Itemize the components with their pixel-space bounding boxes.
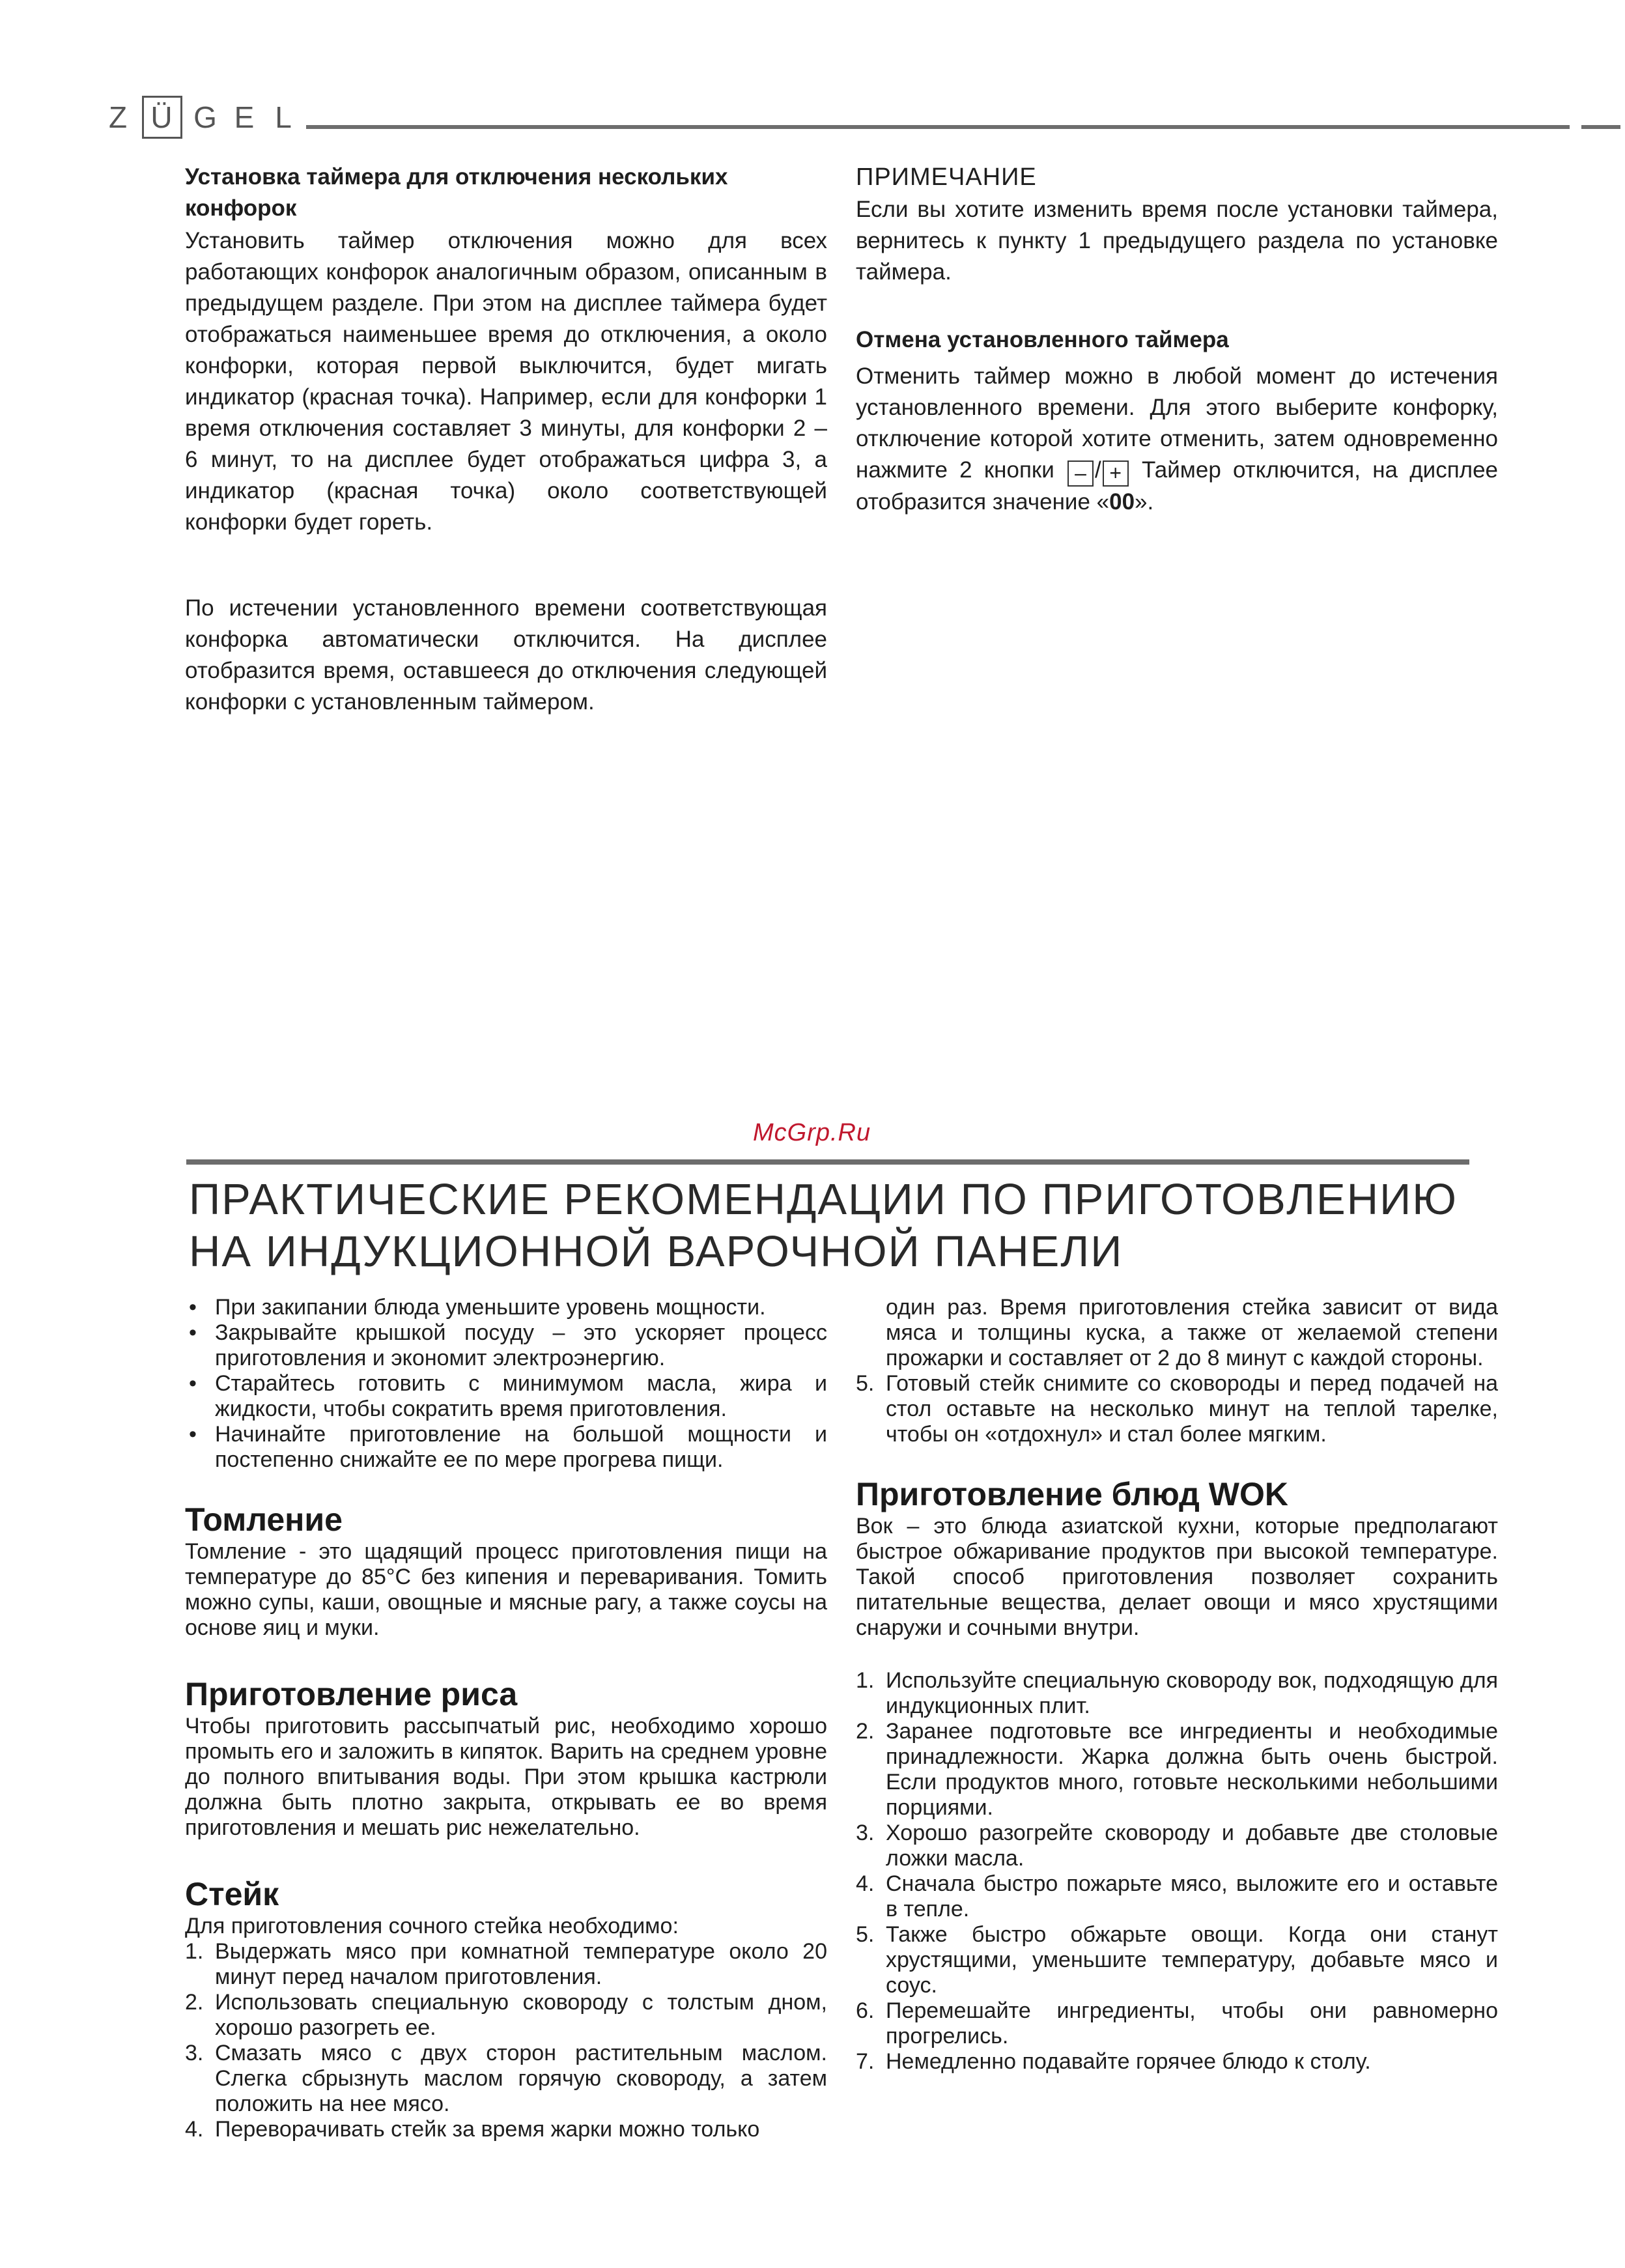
steak-heading: Стейк (185, 1876, 279, 1912)
steak-continued: один раз. Время приготовления стейка зависит от вида мяса и толщины куска, а также от желаемой степени прожарки и составляет от 2 до 8 минут с каждой стороны. (886, 1295, 1498, 1370)
wok-heading: Приготовление блюд WOK (856, 1476, 1288, 1512)
section-title-line2: НА ИНДУКЦИОННОЙ ВАРОЧНОЙ ПАНЕЛИ (189, 1227, 1123, 1276)
cancel-text-b: Таймер отключится, на дисплее отобразится значение « (856, 457, 1498, 515)
wok-text: Вок – это блюда азиатской кухни, которые предполагают быстрое обжаривание продуктов при высокой температуре. Такой способ приготовления позволяет сохранить питательные вещества, делает овощи и мясо хрустящими снаружи и сочными внутри. (856, 1514, 1498, 1640)
right-column (856, 1295, 1498, 2075)
list-item: 1. Используйте специальную сковороду вок, подходящую для индукционных плит. (856, 1668, 1498, 1718)
tomlenie-text: Томление - это щадящий процесс приготовления пищи на температуре до 85°С без кипения и переваривания. Томить можно супы, каши, овощные и мясные рагу, а также соусы на основе яиц и муки. (185, 1539, 827, 1640)
rice-heading: Приготовление риса (185, 1676, 518, 1712)
list-item: 2. Заранее подготовьте все ингредиенты и необходимые принадлежности. Жарка должна быть очень быстрой. Если продуктов много, готовьте несколькими небольшими порциями. (856, 1719, 1498, 1820)
header-rule (306, 125, 1570, 129)
section-rule (186, 1159, 1469, 1165)
timer-multi-paragraph: Установить таймер отключения можно для всех работающих конфорок аналогичным образом, описанным в предыдущем разделе. При этом на дисплее таймера будет отображаться наименьшее время до отключения, а около конфорки, которая первой выключится, будет мигать индикатор (красная точка). Например, если для конфорки 1 время отключения составляет 3 минуты, для конфорки 2 – 6 минут, то на дисплее будет отображаться цифра 3, а индикатор (красная точка) около соответствующей конфорки будет гореть. (185, 228, 827, 535)
plus-key-icon: + (1103, 461, 1129, 487)
logo-letter: G (193, 100, 218, 134)
list-item: 6. Перемешайте ингредиенты, чтобы они равномерно прогрелись. (856, 1998, 1498, 2048)
cancel-text-c: ». (1135, 489, 1154, 515)
cancel-timer-heading: Отмена установленного таймера (856, 327, 1229, 352)
steak-steps (185, 1939, 827, 2142)
list-item: 3. Хорошо разогрейте сковороду и добавьте две столовые ложки масла. (856, 1821, 1498, 1871)
timer-expiry-paragraph: По истечении установленного времени соответствующая конфорка автоматически отключится. На дисплее отобразится время, оставшееся до отключения следующей конфорки с установленным таймером. (185, 595, 827, 715)
logo-letter: L (275, 100, 293, 134)
display-value: 00 (1109, 489, 1135, 515)
key-separator: / (1095, 457, 1101, 483)
cancel-timer-paragraph (856, 361, 1498, 518)
list-item: 2. Использовать специальную сковороду с толстым дном, хорошо разогреть ее. (185, 1990, 827, 2040)
left-column (185, 1295, 827, 2142)
list-item: • При закипании блюда уменьшите уровень мощности. (185, 1295, 827, 1320)
logo-letter-boxed: Ü (142, 96, 182, 139)
steak-steps-cont (856, 1371, 1498, 1447)
list-item: 7. Немедленно подавайте горячее блюдо к столу. (856, 2049, 1371, 2074)
list-item: 1. Выдержать мясо при комнатной температуре около 20 минут перед началом приготовления. (185, 1939, 827, 1989)
logo-letter: E (234, 100, 256, 134)
timer-note-section (856, 162, 1498, 518)
rice-text: Чтобы приготовить рассыпчатый рис, необходимо хорошо промыть его и заложить в кипяток. Варить на среднем уровне до полного впитывания воды. При этом крышка кастрюли должна быть плотно закрыта, открывать ее во время приготовления и мешать рис нежелательно. (185, 1714, 827, 1840)
tomlenie-heading: Томление (185, 1501, 343, 1538)
section-title-line1: ПРАКТИЧЕСКИЕ РЕКОМЕНДАЦИИ ПО ПРИГОТОВЛЕНИЮ (189, 1175, 1458, 1224)
note-label: ПРИМЕЧАНИЕ (856, 163, 1037, 191)
list-item: • Начинайте приготовление на большой мощности и постепенно снижайте ее по мере прогрева пищи. (185, 1422, 827, 1473)
tips-list (185, 1295, 827, 1473)
watermark: McGrp.Ru (753, 1119, 871, 1146)
section-title (189, 1174, 1458, 1278)
timer-multi-heading: Установка таймера для отключения нескольких конфорок (185, 164, 728, 221)
list-item: 5. Готовый стейк снимите со сковороды и перед подачей на стол оставьте на несколько минут на теплой тарелке, чтобы он «отдохнул» и стал более мягким. (856, 1371, 1498, 1447)
timer-multi-section (185, 162, 827, 718)
header-rule-end (1581, 125, 1620, 129)
list-item: • Старайтесь готовить с минимумом масла, жира и жидкости, чтобы сократить время приготовления. (185, 1371, 827, 1422)
list-item: 4. Переворачивать стейк за время жарки можно только (185, 2117, 760, 2142)
brand-logo (99, 96, 304, 138)
note-text: Если вы хотите изменить время после установки таймера, вернитесь к пункту 1 предыдущего раздела по установке таймера. (856, 197, 1498, 285)
list-item: 5. Также быстро обжарьте овощи. Когда они станут хрустящими, уменьшите температуру, добавьте мясо и соус. (856, 1922, 1498, 1998)
wok-steps (856, 1668, 1498, 2075)
list-item: 3. Смазать мясо с двух сторон растительным маслом. Слегка сбрызнуть маслом горячую сковороду, а затем положить на нее мясо. (185, 2041, 827, 2116)
list-item: • Закрывайте крышкой посуду – это ускоряет процесс приготовления и экономит электроэнергию. (185, 1320, 827, 1371)
minus-key-icon: – (1067, 461, 1094, 487)
list-item: 4. Сначала быстро пожарьте мясо, выложите его и оставьте в тепле. (856, 1871, 1498, 1921)
logo-letter: Z (108, 100, 129, 134)
steak-intro: Для приготовления сочного стейка необходимо: (185, 1914, 679, 1938)
cancel-text-a: Отменить таймер можно в любой момент до истечения установленного времени. Для этого выберите конфорку, отключение которой хотите отменить, затем одновременно нажмите 2 кнопки (856, 363, 1498, 483)
